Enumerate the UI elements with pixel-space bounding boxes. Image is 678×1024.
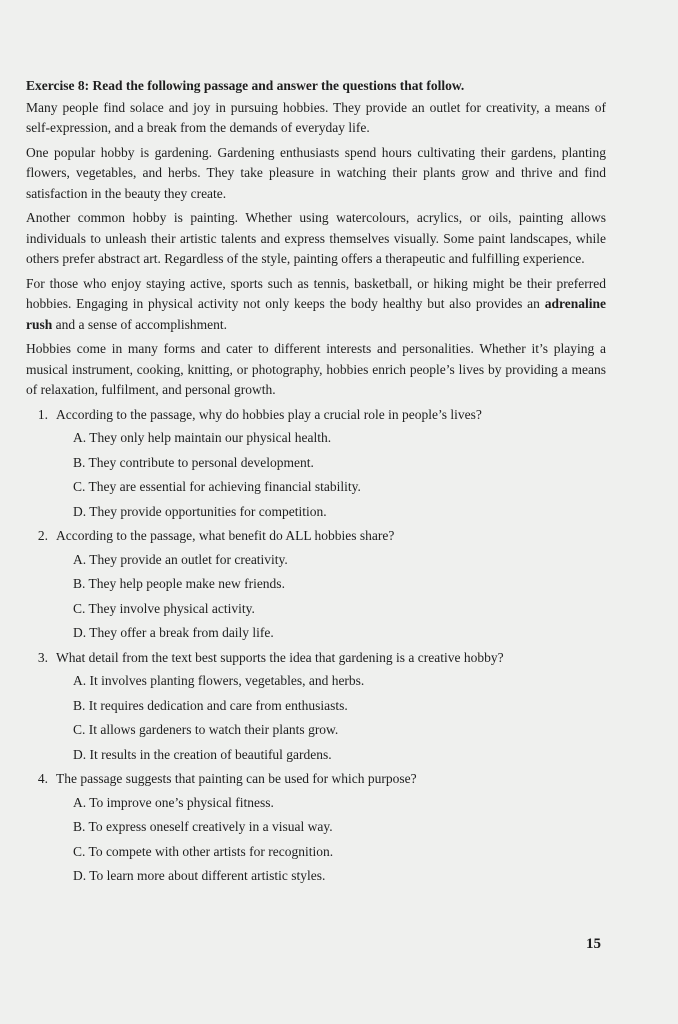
question-text: According to the passage, why do hobbies play a crucial role in people’s lives?: [56, 406, 482, 422]
answer-option-d: D. To learn more about different artistic styles.: [73, 868, 326, 883]
answer-option-c: C. They are essential for achieving financial stability.: [73, 479, 361, 494]
question-text: What detail from the text best supports the idea that gardening is a creative hobby?: [56, 649, 504, 665]
answer-option-a: A. They provide an outlet for creativity.: [73, 551, 288, 567]
answer-option-b: B. They help people make new friends.: [73, 576, 285, 591]
answer-option-a: A. To improve one’s physical fitness.: [73, 794, 274, 810]
answer-option-d: D. They provide opportunities for competition.: [73, 503, 327, 519]
question-stem: [26, 405, 606, 426]
answer-option-a: A. It involves planting flowers, vegetables, and herbs.: [73, 673, 365, 688]
passage-paragraph-3: Another common hobby is painting. Whether using watercolours, acrylics, or oils, painting allows individuals to unleash their artistic talents and express themselves visually. Some paint landscapes, while others prefer abstract art. Regardless of the style, painting offers a therapeutic and fulfilling experience.: [26, 210, 606, 266]
exercise-content: [26, 76, 606, 891]
question-stem: [26, 648, 606, 669]
question-2: [26, 526, 606, 644]
passage-paragraph-2: One popular hobby is gardening. Gardening enthusiasts spend hours cultivating their gardens, planting flowers, vegetables, and herbs. They take pleasure in watching their plants grow and thrive and find satisfaction in the beauty they create.: [26, 144, 606, 201]
question-1: [26, 405, 606, 523]
question-3: [26, 648, 606, 766]
answer-option-b: B. It requires dedication and care from enthusiasts.: [73, 697, 348, 713]
answer-option-c: C. It allows gardeners to watch their plants grow.: [73, 722, 339, 737]
answer-option-a: A. They only help maintain our physical health.: [73, 430, 332, 445]
question-text: According to the passage, what benefit do ALL hobbies share?: [56, 528, 395, 543]
question-number: 4.: [37, 771, 48, 786]
answer-option-c: C. To compete with other artists for recognition.: [73, 843, 334, 859]
passage-paragraph-5: Hobbies come in many forms and cater to different interests and personalities. Whether it’s playing a musical instrument, cooking, knitting, or photography, hobbies enrich people’s lives by providing a means of relaxation, fulfilment, and personal growth.: [26, 341, 606, 397]
passage-bold-term: adrenaline rush: [26, 296, 606, 332]
passage-paragraph-4-text-b: and a sense of accomplishment.: [52, 316, 227, 332]
passage-paragraph-4: [26, 274, 606, 336]
question-number: 3.: [37, 649, 48, 665]
passage-paragraph-4-text-a: For those who enjoy staying active, sports such as tennis, basketball, or hiking might be their preferred hobbies. Engaging in physical activity not only keeps the body healthy but also provides an: [26, 275, 606, 311]
passage-paragraph-1: Many people find solace and joy in pursuing hobbies. They provide an outlet for creativity, a means of self-expression, and a break from the demands of everyday life.: [26, 99, 606, 135]
question-text: The passage suggests that painting can be used for which purpose?: [56, 771, 417, 786]
question-number: 2.: [37, 528, 48, 543]
answer-option-b: B. They contribute to personal development.: [73, 454, 314, 470]
question-stem: [26, 769, 606, 790]
page-number: 15: [586, 936, 601, 952]
answer-option-c: C. They involve physical activity.: [73, 600, 255, 616]
answer-option-b: B. To express oneself creatively in a visual way.: [73, 819, 333, 834]
question-stem: [26, 526, 606, 547]
exercise-title: Exercise 8: Read the following passage and answer the questions that follow.: [26, 78, 465, 93]
question-4: [26, 769, 606, 887]
answer-option-d: D. They offer a break from daily life.: [73, 625, 274, 640]
question-number: 1.: [37, 406, 48, 422]
answer-option-d: D. It results in the creation of beautiful gardens.: [73, 746, 332, 762]
